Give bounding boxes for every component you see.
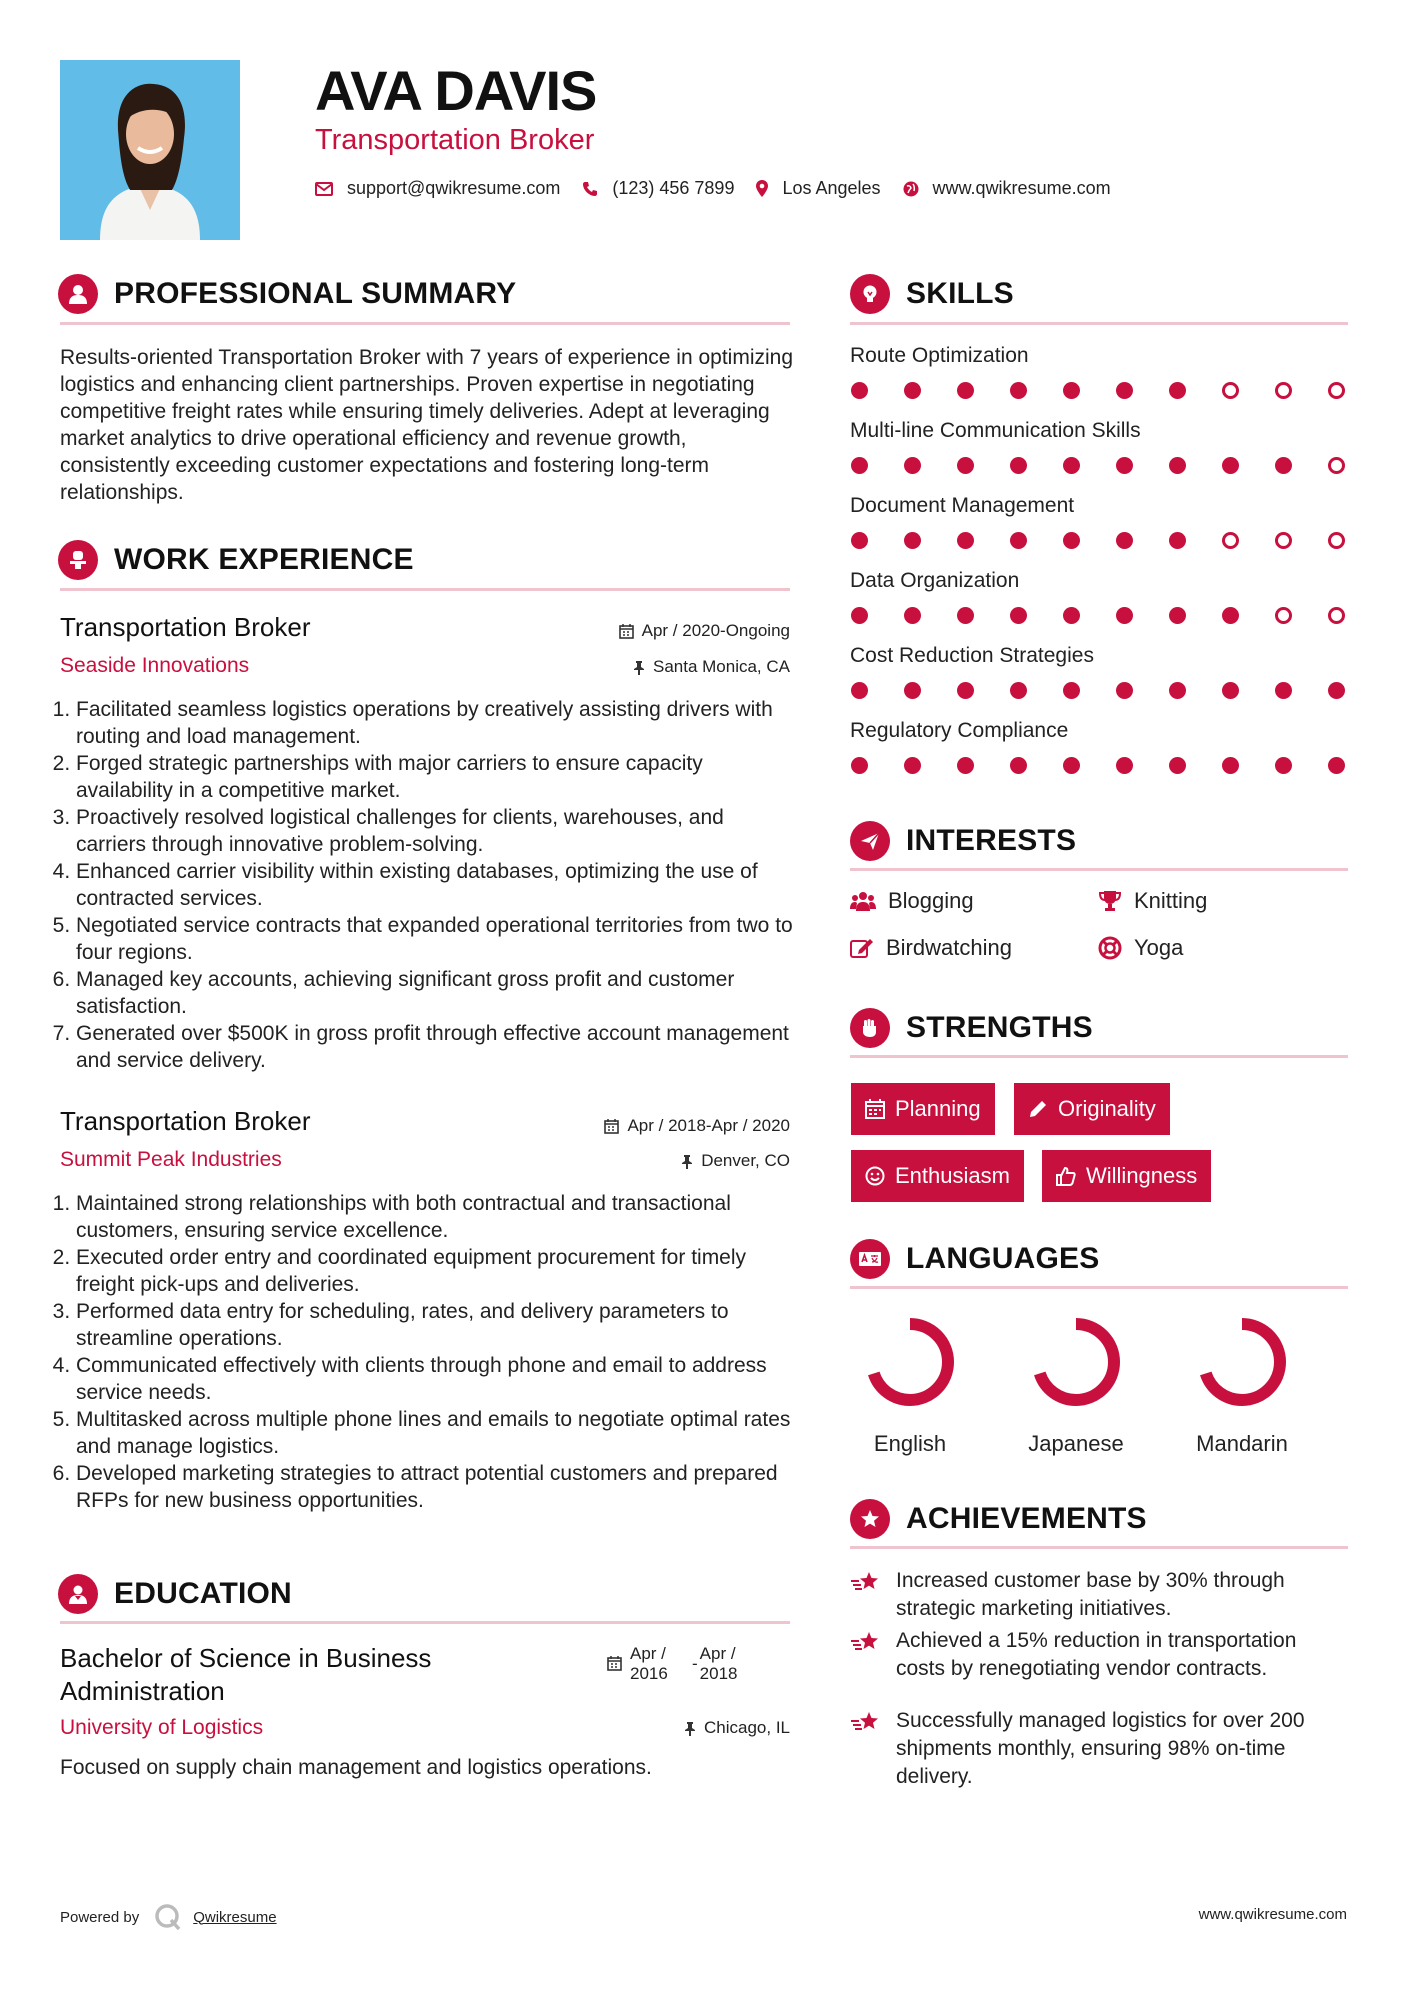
thumbs-up-icon	[1056, 1166, 1076, 1186]
skills-heading	[850, 272, 1014, 316]
strength-tag	[851, 1150, 1024, 1202]
interest-label: Blogging	[888, 888, 974, 913]
language-label: Mandarin	[1196, 1431, 1288, 1456]
education-start-year: 2016	[630, 1664, 668, 1683]
rating-dot-empty	[1328, 382, 1345, 399]
language-ring	[1192, 1312, 1292, 1412]
skills-rule	[850, 322, 1348, 325]
rating-dot-filled	[1222, 757, 1239, 774]
rating-dot-filled	[904, 757, 921, 774]
star-badge-icon	[850, 1499, 890, 1539]
rating-dot-filled	[851, 757, 868, 774]
rating-dot-filled	[1063, 532, 1080, 549]
achievement-item	[850, 1707, 1350, 1791]
job-bullet: 4. Enhanced carrier visibility within existing databases, optimizing the use of contracted services.	[76, 858, 798, 912]
rating-dot-filled	[1116, 607, 1133, 624]
job-bullet: 2. Executed order entry and coordinated equipment procurement for timely freight pick-ups and deliveries.	[76, 1244, 798, 1298]
job-bullet: 6. Managed key accounts, achieving significant gross profit and customer satisfaction.	[76, 966, 798, 1020]
strength-label: Enthusiasm	[895, 1163, 1010, 1188]
skill-name: Data Organization	[850, 569, 1020, 592]
rating-dot-empty	[1275, 532, 1292, 549]
users-icon	[850, 890, 876, 912]
experience-heading	[58, 538, 414, 582]
summary-rule	[60, 322, 790, 325]
experience-heading-text: WORK EXPERIENCE	[114, 543, 414, 576]
candidate-title: Transportation Broker	[315, 124, 595, 156]
language-ring	[1026, 1312, 1126, 1412]
skill-rating	[851, 457, 1345, 474]
rating-dot-filled	[1010, 532, 1027, 549]
pin-icon	[681, 1154, 693, 1169]
rating-dot-filled	[904, 382, 921, 399]
rating-dot-filled	[1063, 607, 1080, 624]
briefcase-icon	[58, 540, 98, 580]
rating-dot-filled	[1222, 457, 1239, 474]
rating-dot-filled	[1169, 532, 1186, 549]
rating-dot-filled	[1169, 607, 1186, 624]
job-title: Transportation Broker	[60, 1106, 311, 1136]
achievement-item	[850, 1627, 1350, 1683]
education-end-month: Apr /	[699, 1644, 736, 1663]
fist-icon	[850, 1008, 890, 1048]
skill-rating	[851, 532, 1345, 549]
rating-dot-empty	[1328, 457, 1345, 474]
interest-label: Birdwatching	[886, 935, 1012, 960]
lightbulb-icon	[850, 274, 890, 314]
job-bullet: 3. Proactively resolved logistical challenges for clients, warehouses, and carriers through innovative problem-solving.	[76, 804, 798, 858]
rating-dot-filled	[1116, 457, 1133, 474]
job-bullet: 1. Maintained strong relationships with both contractual and transactional customers, ensuring service excellence.	[76, 1190, 798, 1244]
job-bullet: 3. Performed data entry for scheduling, rates, and delivery parameters to streamline operations.	[76, 1298, 798, 1352]
paper-plane-icon	[850, 821, 890, 861]
rating-dot-filled	[851, 682, 868, 699]
job-bullets	[58, 696, 798, 1074]
interest-label: Knitting	[1134, 888, 1208, 913]
rating-dot-filled	[904, 682, 921, 699]
interests-heading	[850, 819, 1076, 863]
rating-dot-filled	[1116, 532, 1133, 549]
rating-dot-filled	[957, 457, 974, 474]
language-ring	[860, 1312, 960, 1412]
smile-icon	[865, 1166, 885, 1186]
rating-dot-filled	[1063, 757, 1080, 774]
contact-location-text: Los Angeles	[782, 178, 881, 198]
rating-dot-filled	[1063, 682, 1080, 699]
summary-text: Results-oriented Transportation Broker with 7 years of experience in optimizing logistics and enhancing client partnerships. Proven expertise in negotiating competitive freight rates while ensuring timely deliveries. Adept at leveraging market analytics to drive operational efficiency and revenue growth, consistently exceeding customer expectations and fostering long-term relationships.	[60, 346, 794, 504]
rating-dot-filled	[851, 382, 868, 399]
achievements-rule	[850, 1546, 1348, 1549]
interest-item	[1098, 935, 1183, 961]
strengths-heading-text: STRENGTHS	[906, 1011, 1093, 1044]
languages-heading-text: LANGUAGES	[906, 1242, 1100, 1275]
rating-dot-empty	[1275, 607, 1292, 624]
rating-dot-filled	[1275, 757, 1292, 774]
rating-dot-filled	[1169, 382, 1186, 399]
job-location	[633, 657, 790, 677]
calendar-icon	[865, 1099, 885, 1119]
rating-dot-empty	[1275, 382, 1292, 399]
envelope-icon	[315, 182, 333, 196]
qwikresume-logo-icon	[153, 1902, 183, 1932]
languages-heading	[850, 1237, 1099, 1281]
contact-phone-text: (123) 456 7899	[612, 178, 735, 198]
rating-dot-filled	[1116, 757, 1133, 774]
globe-icon	[903, 181, 919, 197]
powered-by-label: Powered by	[60, 1908, 140, 1926]
calendar-icon	[604, 1119, 619, 1134]
lifebuoy-icon	[1098, 936, 1122, 960]
skill-rating	[851, 607, 1345, 624]
language-ring-arc	[872, 1324, 948, 1400]
strength-tag	[851, 1083, 995, 1135]
skill-name: Multi-line Communication Skills	[850, 419, 1141, 442]
job-location-text: Denver, CO	[701, 1151, 790, 1170]
language-item	[840, 1312, 980, 1457]
education-end-year: 2018	[699, 1664, 738, 1683]
phone-icon	[582, 181, 598, 197]
shooting-star-icon	[850, 1569, 882, 1595]
rating-dot-filled	[1010, 607, 1027, 624]
contact-website[interactable]	[903, 178, 1111, 199]
rating-dot-filled	[1010, 457, 1027, 474]
strength-label: Willingness	[1086, 1163, 1198, 1188]
rating-dot-filled	[904, 607, 921, 624]
rating-dot-filled	[1328, 757, 1345, 774]
rating-dot-empty	[1328, 607, 1345, 624]
user-icon	[58, 274, 98, 314]
interest-item	[850, 888, 974, 914]
rating-dot-filled	[1010, 382, 1027, 399]
pin-icon	[633, 660, 645, 675]
skill-name: Cost Reduction Strategies	[850, 644, 1094, 667]
achievement-text: Increased customer base by 30% through strategic marketing initiatives.	[896, 1569, 1285, 1620]
achievements-heading	[850, 1497, 1147, 1541]
rating-dot-filled	[1275, 457, 1292, 474]
pencil-icon	[1028, 1099, 1048, 1119]
education-start	[630, 1644, 692, 1684]
job-dates-text: Apr / 2018-Apr / 2020	[627, 1116, 790, 1135]
footer-url[interactable]: www.qwikresume.com	[1198, 1906, 1347, 1923]
job-bullet: 2. Forged strategic partnerships with major carriers to ensure capacity availability in a competitive market.	[76, 750, 798, 804]
job-company: Summit Peak Industries	[60, 1148, 282, 1171]
rating-dot-filled	[1275, 682, 1292, 699]
language-label: Japanese	[1028, 1431, 1124, 1456]
job-bullet: 7. Generated over $500K in gross profit through effective account management and service delivery.	[76, 1020, 798, 1074]
job-dates-text: Apr / 2020-Ongoing	[641, 621, 790, 640]
strength-label: Originality	[1058, 1096, 1156, 1121]
trophy-icon	[1098, 890, 1122, 912]
edit-icon	[850, 937, 874, 959]
interests-rule	[850, 868, 1348, 871]
job-location-text: Santa Monica, CA	[652, 657, 790, 676]
contact-email[interactable]	[315, 178, 560, 199]
job-bullet: 1. Facilitated seamless logistics operations by creatively assisting drivers with routing and load management.	[76, 696, 798, 750]
education-heading-text: EDUCATION	[114, 1577, 292, 1610]
job-bullet: 5. Multitasked across multiple phone lines and emails to negotiate optimal rates and manage logistics.	[76, 1406, 798, 1460]
rating-dot-filled	[1169, 457, 1186, 474]
education-heading	[58, 1572, 292, 1616]
rating-dot-filled	[1169, 682, 1186, 699]
rating-dot-filled	[957, 682, 974, 699]
shooting-star-icon	[850, 1629, 882, 1655]
rating-dot-filled	[957, 532, 974, 549]
rating-dot-filled	[851, 457, 868, 474]
contact-website-text: www.qwikresume.com	[932, 178, 1111, 198]
strength-tag	[1042, 1150, 1211, 1202]
strengths-rule	[850, 1055, 1348, 1058]
job-title: Transportation Broker	[60, 612, 311, 642]
rating-dot-filled	[1222, 607, 1239, 624]
strengths-heading	[850, 1006, 1093, 1050]
rating-dot-filled	[904, 532, 921, 549]
strength-tag	[1014, 1083, 1170, 1135]
language-label: English	[873, 1431, 947, 1456]
skill-name: Regulatory Compliance	[850, 719, 1069, 742]
pin-icon	[684, 1721, 696, 1736]
rating-dot-filled	[957, 757, 974, 774]
rating-dot-filled	[957, 607, 974, 624]
language-item	[1172, 1312, 1312, 1457]
interest-item	[850, 935, 1012, 961]
contact-location	[756, 178, 880, 199]
rating-dot-filled	[904, 457, 921, 474]
contact-email-text: support@qwikresume.com	[347, 178, 561, 198]
job-location	[681, 1151, 790, 1171]
interest-item	[1098, 888, 1207, 914]
skill-rating	[851, 382, 1345, 399]
job-dates	[619, 621, 790, 641]
rating-dot-filled	[1116, 682, 1133, 699]
graduation-icon	[58, 1574, 98, 1614]
languages-rule	[850, 1286, 1348, 1289]
rating-dot-filled	[851, 532, 868, 549]
rating-dot-filled	[957, 382, 974, 399]
rating-dot-filled	[851, 607, 868, 624]
language-ring-arc	[1038, 1324, 1114, 1400]
achievement-text: Successfully managed logistics for over 200 shipments monthly, ensuring 98% on-time delivery.	[896, 1709, 1305, 1788]
rating-dot-filled	[1063, 382, 1080, 399]
candidate-name: AVA DAVIS	[315, 59, 597, 122]
job-bullet: 6. Developed marketing strategies to attract potential customers and prepared RFPs for new business opportunities.	[76, 1460, 798, 1514]
summary-heading-text: PROFESSIONAL SUMMARY	[114, 277, 517, 310]
achievements-heading-text: ACHIEVEMENTS	[906, 1502, 1147, 1535]
achievement-item	[850, 1567, 1350, 1623]
interests-heading-text: INTERESTS	[906, 824, 1077, 857]
education-description: Focused on supply chain management and logistics operations.	[60, 1756, 652, 1779]
contact-bar	[315, 178, 1133, 199]
rating-dot-filled	[1063, 457, 1080, 474]
rating-dot-filled	[1222, 682, 1239, 699]
rating-dot-filled	[1010, 682, 1027, 699]
education-dates	[607, 1644, 738, 1684]
education-rule	[60, 1621, 790, 1624]
qwikresume-link[interactable]: Qwikresume	[193, 1908, 277, 1926]
skill-rating	[851, 682, 1345, 699]
calendar-icon	[619, 624, 634, 639]
skill-name: Document Management	[850, 494, 1075, 517]
job-bullet: 4. Communicated effectively with clients through phone and email to address service needs.	[76, 1352, 798, 1406]
contact-phone[interactable]	[582, 178, 734, 199]
education-date-dash: -	[692, 1654, 698, 1673]
education-location-text: Chicago, IL	[704, 1718, 790, 1737]
profile-photo	[60, 60, 240, 240]
education-end	[700, 1644, 738, 1684]
experience-rule	[60, 588, 790, 591]
education-start-month: Apr /	[630, 1644, 666, 1663]
achievement-text: Achieved a 15% reduction in transportation costs by renegotiating vendor contracts.	[896, 1629, 1297, 1680]
skill-name: Route Optimization	[850, 344, 1029, 367]
rating-dot-filled	[1116, 382, 1133, 399]
interest-label: Yoga	[1134, 935, 1184, 960]
job-bullet: 5. Negotiated service contracts that expanded operational territories from two to four regions.	[76, 912, 798, 966]
skill-rating	[851, 757, 1345, 774]
rating-dot-empty	[1222, 532, 1239, 549]
rating-dot-filled	[1169, 757, 1186, 774]
calendar-icon	[607, 1656, 622, 1671]
degree-title: Bachelor of Science in Business Administration	[60, 1643, 432, 1706]
job-dates	[604, 1116, 790, 1136]
school-name: University of Logistics	[60, 1716, 264, 1739]
job-bullets	[58, 1190, 798, 1514]
job-company: Seaside Innovations	[60, 654, 250, 677]
summary-heading	[58, 272, 516, 316]
rating-dot-filled	[1010, 757, 1027, 774]
education-location	[684, 1718, 790, 1738]
footer-powered-by	[60, 1902, 277, 1932]
strength-label: Planning	[895, 1096, 981, 1121]
map-marker-icon	[756, 180, 768, 197]
skills-heading-text: SKILLS	[906, 277, 1014, 310]
language-icon	[850, 1239, 890, 1279]
rating-dot-filled	[1328, 682, 1345, 699]
shooting-star-icon	[850, 1709, 882, 1735]
language-item	[1006, 1312, 1146, 1457]
language-ring-arc	[1204, 1324, 1280, 1400]
rating-dot-empty	[1328, 532, 1345, 549]
rating-dot-empty	[1222, 382, 1239, 399]
